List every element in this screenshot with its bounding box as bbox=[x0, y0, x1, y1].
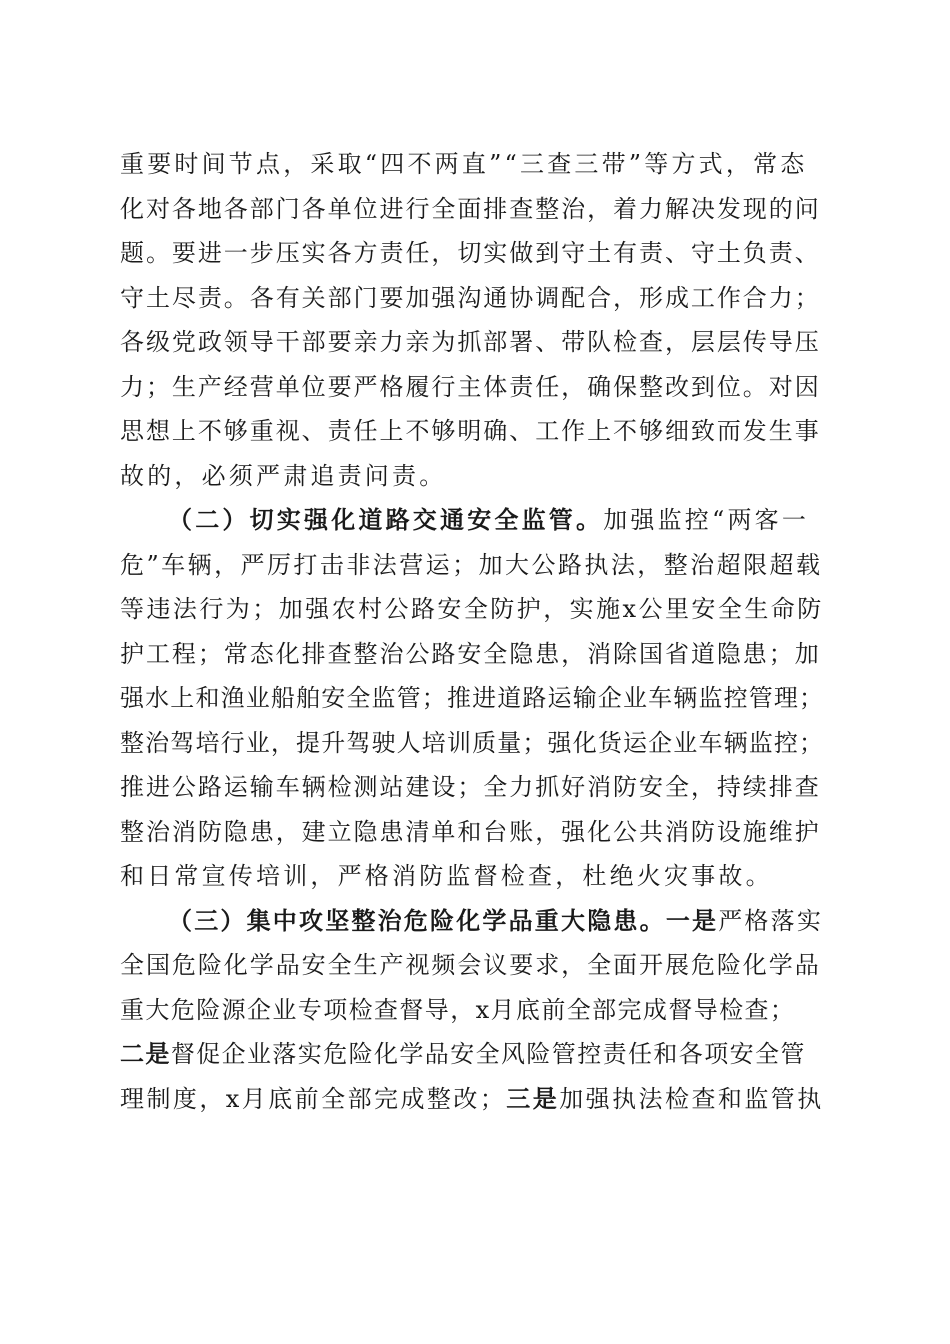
paragraph-line: 推进公路运输车辆检测站建设；全力抓好消防安全，持续排查 bbox=[120, 773, 821, 801]
section-3-text: 严格落实 bbox=[718, 906, 824, 935]
section-3-heading: （三）集中攻坚整治危险化学品重大隐患。 bbox=[168, 905, 666, 935]
paragraph-line: 强水上和渔业船舶安全监管；推进道路运输企业车辆监控管理； bbox=[120, 684, 825, 712]
paragraph-line: 整治消防隐患，建立隐患清单和台账，强化公共消防设施维护 bbox=[120, 817, 821, 846]
item-2-text: 督促企业落实危险化学品安全风险管控责任和各项安全管 bbox=[170, 1040, 806, 1068]
item-marker-3: 三是 bbox=[506, 1083, 560, 1113]
paragraph-line bbox=[120, 1032, 826, 1077]
item-marker-1: 一是 bbox=[665, 905, 719, 935]
item-3-text: 加强执法检查和监管执 bbox=[559, 1084, 824, 1113]
paragraph-line: 重要时间节点，采取“四不两直”“三查三带”等方式，常态 bbox=[120, 150, 808, 178]
paragraph-line: 力；生产经营单位要严格履行主体责任，确保整改到位。对因 bbox=[120, 372, 821, 401]
paragraph-line: 思想上不够重视、责任上不够明确、工作上不够细致而发生事 bbox=[120, 417, 821, 445]
paragraph-line: 护工程；常态化排查整治公路安全隐患，消除国省道隐患；加 bbox=[120, 639, 821, 668]
item-2-text-end: 理制度，x月底前全部完成整改； bbox=[120, 1084, 507, 1113]
paragraph-line: 故的，必须严肃追责问责。 bbox=[120, 461, 447, 490]
paragraph-line: 重大危险源企业专项检查督导，x月底前全部完成督导检查； bbox=[120, 995, 796, 1024]
section-2-first-line bbox=[120, 498, 826, 543]
paragraph-line: 整治驾培行业，提升驾驶人培训质量；强化货运企业车辆监控； bbox=[120, 728, 825, 757]
paragraph-line: 等违法行为；加强农村公路安全防护，实施x公里安全生命防 bbox=[120, 595, 824, 623]
section-3-first-line bbox=[120, 899, 826, 944]
paragraph-line: 守土尽责。各有关部门要加强沟通协调配合，形成工作合力； bbox=[120, 283, 821, 312]
paragraph-line: 化对各地各部门各单位进行全面排查整治，着力解决发现的问 bbox=[120, 194, 821, 223]
paragraph-line: 各级党政领导干部要亲力亲为抓部署、带队检查，层层传导压 bbox=[120, 328, 821, 356]
paragraph-line: 全国危险化学品安全生产视频会议要求，全面开展危险化学品 bbox=[120, 951, 821, 979]
item-marker-2: 二是 bbox=[120, 1039, 171, 1068]
paragraph-line: 和日常宣传培训，严格消防监督检查，杜绝火灾事故。 bbox=[120, 862, 773, 890]
paragraph-line bbox=[120, 1077, 826, 1122]
section-2-heading: （二）切实强化道路交通安全监管。 bbox=[168, 505, 604, 534]
section-2-text: 加强监控“两客一 bbox=[603, 506, 810, 534]
document-body bbox=[120, 142, 826, 1121]
paragraph-line: 题。要进一步压实各方责任，切实做到守土有责、守土负责、 bbox=[120, 239, 821, 267]
paragraph-line: 危”车辆，严厉打击非法营运；加大公路执法，整治超限超载 bbox=[120, 550, 823, 579]
